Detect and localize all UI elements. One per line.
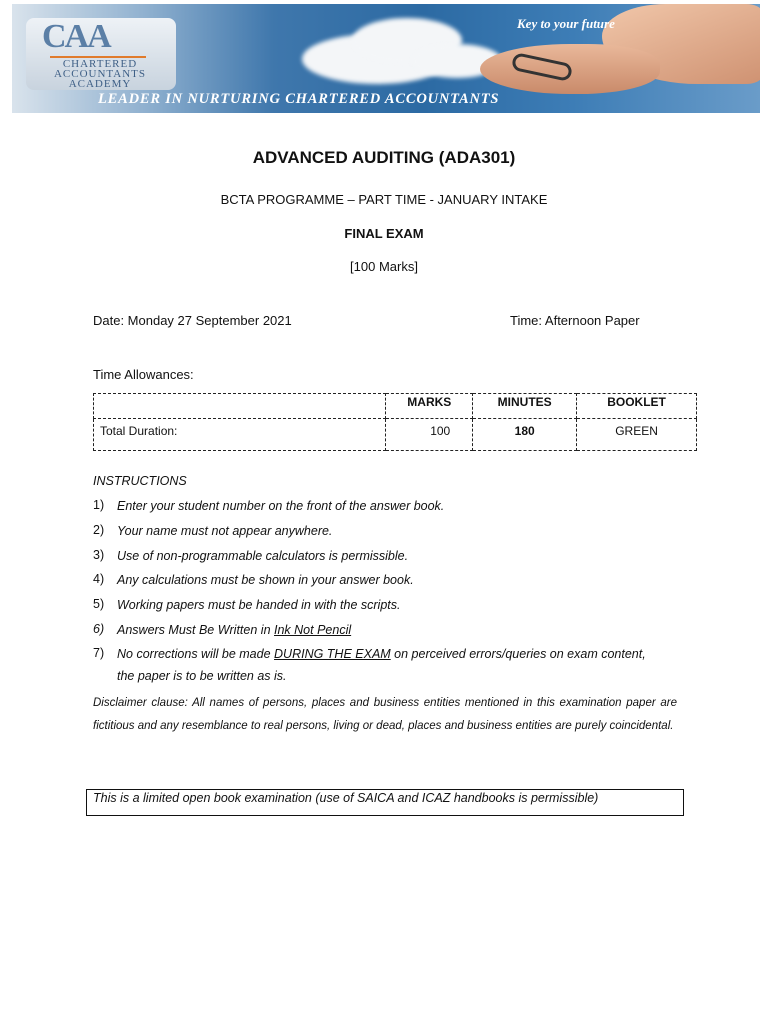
instruction-number: 4) <box>93 572 105 586</box>
instruction-text <box>117 619 677 641</box>
table-header-minutes: MINUTES <box>473 394 577 419</box>
exam-date: Date: Monday 27 September 2021 <box>93 313 292 328</box>
exam-type: FINAL EXAM <box>344 226 424 241</box>
time-allowances-label: Time Allowances: <box>93 367 194 382</box>
row-label: Total Duration: <box>94 419 386 451</box>
time-allowances-table <box>93 393 697 451</box>
table-row <box>94 419 697 451</box>
instruction-text: Enter your student number on the front of the answer book. <box>117 499 445 513</box>
header-banner <box>12 4 760 113</box>
tagline-main: LEADER IN NURTURING CHARTERED ACCOUNTANTS <box>98 91 500 107</box>
page-title: ADVANCED AUDITING (ADA301) <box>252 148 516 167</box>
exam-time: Time: Afternoon Paper <box>510 313 640 328</box>
instruction-number: 3) <box>93 548 105 562</box>
logo-text-line3: ACADEMY <box>68 78 132 90</box>
instruction-text: Your name must not appear anywhere. <box>117 524 333 538</box>
row-booklet: GREEN <box>577 419 697 451</box>
table-header-blank <box>94 394 386 419</box>
programme-subtitle: BCTA PROGRAMME – PART TIME - JANUARY INTAKE <box>220 192 548 207</box>
logo-text-line1: CHARTERED <box>62 58 138 70</box>
during-the-exam-underlined: DURING THE EXAM <box>274 647 391 661</box>
instruction-number: 6) <box>93 622 105 636</box>
open-book-note: This is a limited open book examination (use of SAICA and ICAZ handbooks is permissible) <box>86 789 684 816</box>
instruction-text-before: Answers Must Be Written in <box>117 623 274 637</box>
instruction-number: 2) <box>93 523 105 537</box>
instruction-number: 7) <box>93 646 105 660</box>
ink-not-pencil-underlined: Ink Not Pencil <box>274 623 352 637</box>
logo-initials: CAA <box>42 18 110 55</box>
table-header-row <box>94 394 697 419</box>
total-marks: [100 Marks] <box>350 259 418 274</box>
instruction-text <box>117 643 662 687</box>
logo-text-line2: ACCOUNTANTS <box>53 68 146 80</box>
instruction-number: 5) <box>93 597 105 611</box>
tagline-key: Key to your future <box>517 16 615 31</box>
table-header-booklet: BOOKLET <box>577 394 697 419</box>
table-header-marks: MARKS <box>386 394 473 419</box>
instruction-text: Any calculations must be shown in your answer book. <box>117 573 414 587</box>
instruction-text: Use of non-programmable calculators is permissible. <box>117 549 409 563</box>
row-marks: 100 <box>386 419 473 451</box>
instruction-text: Working papers must be handed in with the scripts. <box>117 598 401 612</box>
instruction-number: 1) <box>93 498 105 512</box>
row-minutes: 180 <box>473 419 577 451</box>
disclaimer-clause: Disclaimer clause: All names of persons, places and business entities mentioned in this examination paper are fictitious and any resemblance to real persons, living or dead, places and business entities are purely coincidental. <box>93 697 677 732</box>
instruction-text-after: on perceived errors/queries on exam content, the paper is to be written as is. <box>117 647 646 683</box>
instruction-text-before: No corrections will be made <box>117 647 275 661</box>
instructions-heading: INSTRUCTIONS <box>93 474 187 488</box>
